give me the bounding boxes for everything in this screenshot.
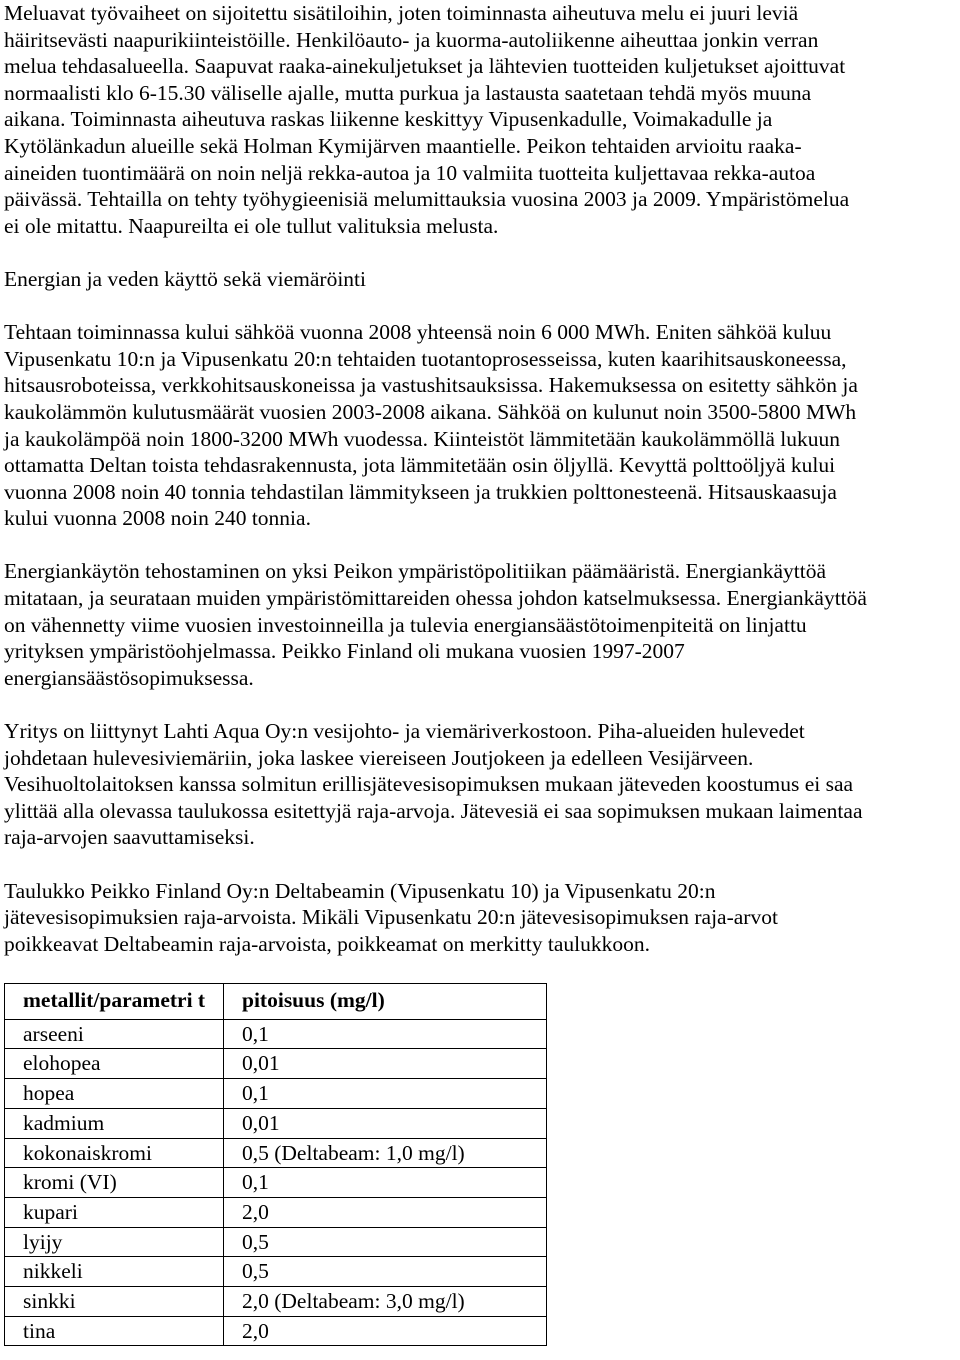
parameter-cell: kokonaiskromi (5, 1138, 224, 1168)
parameter-cell: kromi (VI) (5, 1168, 224, 1198)
text-line: johdetaan hulevesiviemäriin, joka laskee viereiseen Joutjokeen ja edelleen Vesijärveen. (4, 745, 754, 770)
column-header-parameter: metallit/parametri t (5, 984, 224, 1020)
text-line: ylittää alla olevassa taulukossa esitettyjä raja-arvoja. Jätevesiä ei saa sopimuksen mukaan laimentaa (4, 798, 863, 823)
text-line: päivässä. Tehtailla on tehty työhygieenisiä melumittauksia vuosina 2003 ja 2009. Ympäristömelua (4, 187, 850, 212)
table-row (5, 1227, 547, 1257)
table-row (5, 1287, 547, 1317)
text-line: Yritys on liittynyt Lahti Aqua Oy:n vesijohto- ja viemäriverkostoon. Piha-alueiden hulevedet (4, 719, 805, 744)
parameter-cell: hopea (5, 1079, 224, 1109)
text-line: yrityksen ympäristöohjelmassa. Peikko Finland oli mukana vuosien 1997-2007 (4, 639, 685, 664)
section-heading: Energian ja veden käyttö sekä viemäröinti (4, 266, 366, 291)
concentration-cell: 0,5 (224, 1227, 547, 1257)
text-line: ja kaukolämpöä noin 1800-3200 MWh vuodessa. Kiinteistöt lämmitetään kaukolämmöllä lukuun (4, 426, 840, 451)
concentration-cell: 0,1 (224, 1079, 547, 1109)
concentration-cell: 0,1 (224, 1168, 547, 1198)
text-line: kaukolämmön kulutusmäärät vuosien 2003-2008 aikana. Sähköä on kulunut noin 3500-5800 MWh (4, 399, 857, 424)
text-line: poikkeavat Deltabeamin raja-arvoista, poikkeamat on merkitty taulukkoon. (4, 931, 650, 956)
text-line: Meluavat työvaiheet on sijoitettu sisätiloihin, joten toiminnasta aiheutuva melu ei juuri leviä (4, 1, 799, 25)
parameter-cell: nikkeli (5, 1257, 224, 1287)
parameter-cell: kupari (5, 1197, 224, 1227)
text-line: normaalisti klo 6-15.30 väliselle ajalle, mutta purkua ja lastausta saatetaan tehdä myös muuna (4, 80, 812, 105)
table-row (5, 1257, 547, 1287)
paragraph-energy-efficiency (4, 558, 956, 691)
parameter-cell: tina (5, 1316, 224, 1346)
section-heading-energy-water (4, 266, 956, 293)
text-line: kului vuonna 2008 noin 240 tonnia. (4, 506, 311, 531)
concentration-cell: 0,01 (224, 1049, 547, 1079)
concentration-cell: 0,5 (224, 1257, 547, 1287)
table-row (5, 1316, 547, 1346)
table-row (5, 1049, 547, 1079)
text-line: jätevesisopimuksien raja-arvoista. Mikäli Vipusenkatu 20:n jätevesisopimuksen raja-arvot (4, 905, 778, 930)
concentration-cell: 0,01 (224, 1108, 547, 1138)
text-line: Kytölänkadun alueille sekä Holman Kymijärven maantielle. Peikon tehtaiden arvioitu raaka- (4, 133, 802, 158)
text-line: energiansäästösopimuksessa. (4, 665, 254, 690)
document-page (4, 0, 956, 957)
concentration-cell: 2,0 (224, 1316, 547, 1346)
text-line: Vipusenkatu 10:n ja Vipusenkatu 20:n tehtaiden tuotantoprosesseissa, kuten kaarihitsauskoneessa, (4, 346, 847, 371)
parameter-cell: arseeni (5, 1019, 224, 1049)
table-row (5, 1197, 547, 1227)
text-line: vuonna 2008 noin 40 tonnia tehdastilan lämmitykseen ja trukkien polttonesteenä. Hitsauskaasuja (4, 479, 837, 504)
text-line: on vähennetty viime vuosien investoinneilla ja tulevia energiansäästötoimenpiteitä on linjattu (4, 612, 807, 637)
text-line: mitataan, ja seurataan muiden ympäristömittareiden ohessa johdon katselmuksessa. Energiankäyttöä (4, 586, 867, 611)
text-line: häiritsevästi naapurikiinteistöille. Henkilöauto- ja kuorma-autoliikenne aiheuttaa jonkin verran (4, 27, 819, 52)
text-line: ottamatta Deltan toista tehdasrakennusta, jota lämmitetään osin öljyllä. Kevyttä polttoöljyä kului (4, 453, 836, 478)
text-line: Energiankäytön tehostaminen on yksi Peikon ympäristöpolitiikan päämääristä. Energiankäyttöä (4, 559, 826, 584)
table-row (5, 1168, 547, 1198)
text-line: melua tehdasalueella. Saapuvat raaka-ainekuljetukset ja lähtevien tuotteiden kuljetukset ajoittuvat (4, 54, 846, 79)
text-line: Vesihuoltolaitoksen kanssa solmitun erillisjätevesisopimuksen mukaan jäteveden koostumus ei saa (4, 772, 854, 797)
table-row (5, 1079, 547, 1109)
text-line: hitsausroboteissa, verkkohitsauskoneissa ja vastushitsauksissa. Hakemuksessa on esitetty sähkön ja (4, 373, 858, 398)
table-row (5, 1138, 547, 1168)
text-line: aikana. Toiminnasta aiheutuva raskas liikenne keskittyy Vipusenkadulle, Voimakadulle ja (4, 107, 773, 132)
parameter-cell: kadmium (5, 1108, 224, 1138)
paragraph-energy-usage (4, 319, 956, 532)
concentration-cell: 2,0 (224, 1197, 547, 1227)
concentration-cell: 0,5 (Deltabeam: 1,0 mg/l) (224, 1138, 547, 1168)
column-header-concentration: pitoisuus (mg/l) (224, 984, 547, 1020)
text-line: aineiden tuontimäärä on noin neljä rekka-autoa ja 10 valmiita tuotteita kuljettavaa rekka-autoa (4, 160, 816, 185)
parameter-cell: sinkki (5, 1287, 224, 1317)
table-row (5, 1108, 547, 1138)
text-line: ei ole mitattu. Naapureilta ei ole tullut valituksia melusta. (4, 213, 499, 238)
text-line: raja-arvojen saavuttamiseksi. (4, 825, 255, 850)
concentration-cell: 2,0 (Deltabeam: 3,0 mg/l) (224, 1287, 547, 1317)
parameter-cell: elohopea (5, 1049, 224, 1079)
concentration-cell: 0,1 (224, 1019, 547, 1049)
text-line: Tehtaan toiminnassa kului sähköä vuonna 2008 yhteensä noin 6 000 MWh. Eniten sähköä kuluu (4, 320, 832, 345)
table-header-row (5, 984, 547, 1020)
text-line: Taulukko Peikko Finland Oy:n Deltabeamin (Vipusenkatu 10) ja Vipusenkatu 20:n (4, 878, 716, 903)
paragraph-water-sewer (4, 718, 956, 851)
table-caption (4, 878, 956, 958)
paragraph-noise (4, 0, 956, 239)
parameter-cell: lyijy (5, 1227, 224, 1257)
wastewater-limits-table (4, 983, 547, 1346)
table-row (5, 1019, 547, 1049)
